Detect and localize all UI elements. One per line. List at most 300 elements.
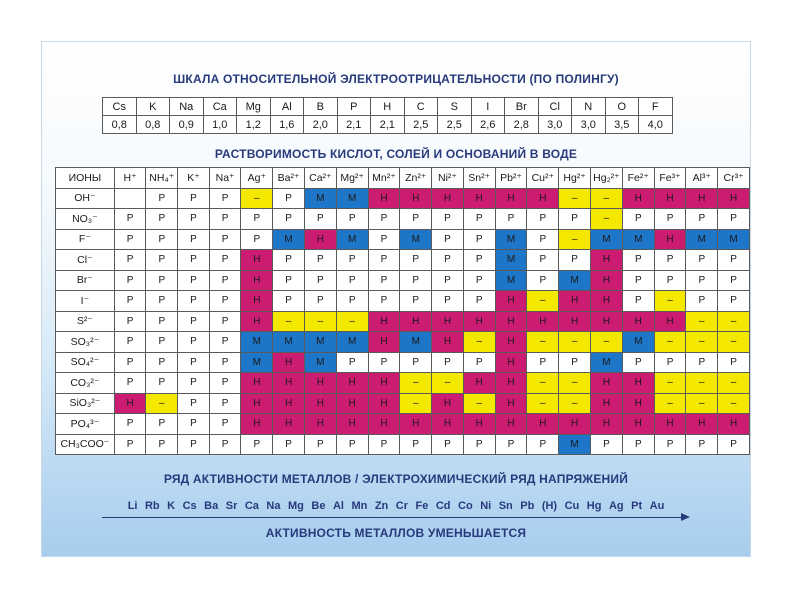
solubility-cell: P (304, 209, 336, 230)
metal-symbol: Be (311, 500, 326, 512)
solubility-cell: H (400, 188, 432, 209)
en-element: I (471, 98, 505, 116)
solubility-cell: P (463, 352, 495, 373)
electronegativity-title: ШКАЛА ОТНОСИТЕЛЬНОЙ ЭЛЕКТРООТРИЦАТЕЛЬНОСТИ (ПО ПОЛИНГУ) (173, 72, 619, 86)
solubility-cell: P (368, 434, 400, 455)
solubility-cell: H (304, 414, 336, 435)
solubility-cell: P (146, 270, 178, 291)
cation-header: Cr³⁺ (718, 168, 750, 189)
solubility-cell: P (114, 332, 146, 353)
solubility-cell: H (591, 373, 623, 394)
ion-row (56, 209, 750, 230)
en-value: 2,5 (404, 116, 438, 134)
solubility-cell: P (114, 250, 146, 271)
solubility-cell: P (146, 414, 178, 435)
solubility-cell: P (273, 270, 305, 291)
anion-label: CO₃²⁻ (56, 373, 115, 394)
solubility-cell: P (463, 229, 495, 250)
anion-label: OH⁻ (56, 188, 115, 209)
solubility-cell: P (178, 188, 210, 209)
anion-label: SO₃²⁻ (56, 332, 115, 353)
solubility-cell: H (368, 373, 400, 394)
solubility-cell: H (241, 270, 273, 291)
solubility-cell: P (114, 291, 146, 312)
solubility-cell: H (241, 373, 273, 394)
solubility-cell: H (591, 270, 623, 291)
en-value: 0,9 (170, 116, 204, 134)
ion-row (56, 373, 750, 394)
solubility-cell: – (686, 393, 718, 414)
anion-label: PO₄³⁻ (56, 414, 115, 435)
solubility-cell: – (304, 311, 336, 332)
solubility-cell: M (718, 229, 750, 250)
solubility-cell: P (686, 291, 718, 312)
solubility-cell: P (495, 434, 527, 455)
solubility-cell: H (400, 311, 432, 332)
cation-header: Ag⁺ (241, 168, 273, 189)
solubility-cell: H (463, 188, 495, 209)
solubility-cell (114, 188, 146, 209)
cation-header: Mg²⁺ (336, 168, 368, 189)
anion-label: I⁻ (56, 291, 115, 312)
en-element: B (304, 98, 338, 116)
solubility-cell: P (209, 291, 241, 312)
solubility-cell: P (146, 434, 178, 455)
en-element: Al (270, 98, 304, 116)
solubility-cell: P (718, 270, 750, 291)
solubility-cell: P (114, 373, 146, 394)
en-element: H (371, 98, 405, 116)
solubility-cell: P (432, 270, 464, 291)
solubility-cell: H (559, 414, 591, 435)
solubility-cell: – (527, 373, 559, 394)
solubility-cell: P (495, 209, 527, 230)
solubility-cell: P (114, 209, 146, 230)
metal-symbol: Zn (374, 500, 389, 512)
solubility-cell: H (368, 332, 400, 353)
solubility-cell: M (591, 352, 623, 373)
solubility-cell: P (304, 434, 336, 455)
solubility-cell: H (527, 414, 559, 435)
solubility-cell: P (368, 291, 400, 312)
solubility-cell: H (559, 311, 591, 332)
solubility-cell: P (209, 188, 241, 209)
solubility-cell: H (273, 373, 305, 394)
metal-symbol: Ni (480, 500, 492, 512)
cation-header: Ca²⁺ (304, 168, 336, 189)
solubility-cell: P (368, 229, 400, 250)
solubility-cell: H (654, 229, 686, 250)
solubility-cell: – (432, 373, 464, 394)
cation-header: K⁺ (178, 168, 210, 189)
cation-header-row (56, 168, 750, 189)
solubility-cell: P (622, 250, 654, 271)
ion-row (56, 332, 750, 353)
solubility-cell: H (495, 352, 527, 373)
solubility-cell: H (495, 393, 527, 414)
solubility-cell: P (622, 291, 654, 312)
solubility-cell: M (400, 332, 432, 353)
ion-row (56, 393, 750, 414)
solubility-cell: H (686, 188, 718, 209)
solubility-cell: M (304, 352, 336, 373)
solubility-cell: P (146, 311, 178, 332)
solubility-cell: P (178, 373, 210, 394)
solubility-cell: – (527, 332, 559, 353)
solubility-cell: M (559, 434, 591, 455)
solubility-cell: P (432, 291, 464, 312)
solubility-cell: P (146, 352, 178, 373)
solubility-cell: P (209, 393, 241, 414)
activity-series (42, 500, 750, 512)
ion-row (56, 352, 750, 373)
solubility-cell: M (622, 229, 654, 250)
solubility-cell: H (654, 414, 686, 435)
metal-symbol: K (167, 500, 176, 512)
metal-symbol: Fe (415, 500, 429, 512)
solubility-cell: H (495, 311, 527, 332)
solubility-cell: P (686, 250, 718, 271)
solubility-cell: H (368, 188, 400, 209)
solubility-cell: M (686, 229, 718, 250)
solubility-cell: – (686, 311, 718, 332)
metal-symbol: Cd (435, 500, 451, 512)
en-element: Na (170, 98, 204, 116)
solubility-cell: P (432, 250, 464, 271)
solubility-cell: P (432, 434, 464, 455)
en-element: Ca (203, 98, 237, 116)
solubility-cell: H (336, 393, 368, 414)
solubility-cell: P (336, 291, 368, 312)
solubility-cell: P (304, 291, 336, 312)
solubility-cell: P (559, 250, 591, 271)
solubility-cell: H (241, 250, 273, 271)
solubility-title: РАСТВОРИМОСТЬ КИСЛОТ, СОЛЕЙ И ОСНОВАНИЙ В ВОДЕ (214, 147, 578, 161)
ion-row (56, 291, 750, 312)
solubility-cell: – (336, 311, 368, 332)
solubility-cell: P (622, 434, 654, 455)
solubility-cell: M (495, 229, 527, 250)
en-element: Cl (538, 98, 572, 116)
cation-header: Pb²⁺ (495, 168, 527, 189)
en-value: 2,8 (505, 116, 539, 134)
solubility-cell: P (463, 270, 495, 291)
solubility-cell: P (686, 209, 718, 230)
solubility-cell: H (336, 373, 368, 394)
en-element: P (337, 98, 371, 116)
solubility-cell: – (591, 209, 623, 230)
ion-row (56, 270, 750, 291)
ion-row (56, 188, 750, 209)
cation-header: Fe³⁺ (654, 168, 686, 189)
solubility-cell: H (432, 332, 464, 353)
solubility-cell: H (432, 414, 464, 435)
solubility-cell: P (368, 250, 400, 271)
solubility-cell: H (463, 311, 495, 332)
solubility-cell: – (463, 393, 495, 414)
anion-label: NO₃⁻ (56, 209, 115, 230)
solubility-cell: P (114, 229, 146, 250)
solubility-cell: P (209, 209, 241, 230)
solubility-cell: H (622, 393, 654, 414)
cation-header: Cu²⁺ (527, 168, 559, 189)
solubility-cell: P (718, 250, 750, 271)
solubility-cell: – (463, 332, 495, 353)
metal-symbol: Hg (586, 500, 602, 512)
solubility-cell: H (463, 373, 495, 394)
solubility-cell: P (686, 434, 718, 455)
metal-symbol: Mn (351, 500, 368, 512)
solubility-cell: – (559, 332, 591, 353)
solubility-cell: – (718, 373, 750, 394)
en-element: S (438, 98, 472, 116)
solubility-cell: H (400, 414, 432, 435)
solubility-cell: P (654, 434, 686, 455)
solubility-cell: H (241, 291, 273, 312)
metal-symbol: Mg (287, 500, 304, 512)
solubility-cell: P (209, 311, 241, 332)
solubility-cell: – (559, 373, 591, 394)
en-value: 2,1 (337, 116, 371, 134)
solubility-cell: H (622, 188, 654, 209)
cation-header: Hg₂²⁺ (591, 168, 623, 189)
solubility-cell: H (495, 188, 527, 209)
solubility-cell: H (495, 414, 527, 435)
solubility-cell: H (241, 311, 273, 332)
en-element: Mg (237, 98, 271, 116)
solubility-cell: P (178, 209, 210, 230)
solubility-cell: P (463, 291, 495, 312)
solubility-cell: P (241, 229, 273, 250)
solubility-cell: P (178, 414, 210, 435)
solubility-cell: H (368, 311, 400, 332)
solubility-cell: P (178, 393, 210, 414)
solubility-cell: H (654, 311, 686, 332)
cation-header: Na⁺ (209, 168, 241, 189)
solubility-cell: P (432, 229, 464, 250)
solubility-cell: M (304, 188, 336, 209)
solubility-cell: P (273, 250, 305, 271)
en-value: 2,0 (304, 116, 338, 134)
metal-symbol: Ag (608, 500, 624, 512)
solubility-cell: – (718, 311, 750, 332)
en-element: F (639, 98, 673, 116)
solubility-cell: – (654, 393, 686, 414)
solubility-cell: M (591, 229, 623, 250)
solubility-cell: P (146, 250, 178, 271)
solubility-cell: H (495, 291, 527, 312)
solubility-cell: M (273, 229, 305, 250)
solubility-cell: H (686, 414, 718, 435)
metal-symbol: Co (458, 500, 473, 512)
solubility-cell: P (718, 209, 750, 230)
solubility-cell: – (591, 188, 623, 209)
solubility-cell: P (654, 270, 686, 291)
solubility-cell: P (336, 270, 368, 291)
en-element: C (404, 98, 438, 116)
solubility-cell: P (368, 270, 400, 291)
en-value: 4,0 (639, 116, 673, 134)
solubility-cell: P (686, 352, 718, 373)
metal-symbol: Ca (244, 500, 259, 512)
solubility-cell: M (304, 332, 336, 353)
solubility-cell: M (241, 352, 273, 373)
solubility-cell: P (400, 291, 432, 312)
solubility-cell: M (336, 188, 368, 209)
solubility-cell: P (718, 352, 750, 373)
solubility-cell: P (463, 250, 495, 271)
solubility-cell: P (304, 270, 336, 291)
ion-row (56, 229, 750, 250)
anion-label: SO₄²⁻ (56, 352, 115, 373)
solubility-cell: H (241, 393, 273, 414)
solubility-cell: H (591, 414, 623, 435)
solubility-cell: P (114, 434, 146, 455)
solubility-cell: – (654, 373, 686, 394)
en-element: Cs (103, 98, 137, 116)
anion-label: Br⁻ (56, 270, 115, 291)
solubility-cell: P (400, 209, 432, 230)
metal-symbol: Rb (144, 500, 160, 512)
en-value: 0,8 (103, 116, 137, 134)
solubility-cell: – (527, 393, 559, 414)
solubility-cell: P (654, 352, 686, 373)
solubility-cell: P (209, 373, 241, 394)
solubility-cell: P (400, 434, 432, 455)
solubility-cell: P (654, 209, 686, 230)
solubility-cell: H (368, 414, 400, 435)
en-value: 2,1 (371, 116, 405, 134)
solubility-cell: P (336, 250, 368, 271)
metal-symbol: Ba (204, 500, 219, 512)
solubility-cell: P (273, 434, 305, 455)
solubility-cell: P (209, 434, 241, 455)
solubility-cell: P (209, 414, 241, 435)
cation-header: Mn²⁺ (368, 168, 400, 189)
solubility-cell: H (622, 311, 654, 332)
metal-symbol: Al (332, 500, 344, 512)
anion-label: SiO₃²⁻ (56, 393, 115, 414)
solubility-cell: H (495, 373, 527, 394)
electronegativity-table (102, 97, 673, 134)
solubility-cell: – (654, 332, 686, 353)
ion-row (56, 250, 750, 271)
solubility-cell: H (718, 188, 750, 209)
solubility-cell: P (178, 250, 210, 271)
solubility-cell: P (273, 188, 305, 209)
metal-symbol: Pt (631, 500, 643, 512)
solubility-cell: – (559, 229, 591, 250)
en-element: K (136, 98, 170, 116)
anion-label: F⁻ (56, 229, 115, 250)
solubility-cell: H (273, 393, 305, 414)
solubility-table (55, 167, 750, 455)
solubility-cell: P (718, 434, 750, 455)
solubility-cell: P (178, 270, 210, 291)
solubility-cell: H (304, 229, 336, 250)
solubility-cell: M (336, 332, 368, 353)
solubility-cell: P (146, 373, 178, 394)
solubility-cell: – (559, 393, 591, 414)
cation-header: NH₄⁺ (146, 168, 178, 189)
en-value: 3,0 (572, 116, 606, 134)
metal-symbol: Sn (498, 500, 513, 512)
solubility-cell: – (718, 393, 750, 414)
solubility-cell: P (273, 209, 305, 230)
solubility-cell: H (273, 414, 305, 435)
solubility-cell: P (686, 270, 718, 291)
electronegativity-values-row (103, 116, 673, 134)
solubility-cell: P (178, 352, 210, 373)
cation-header: Fe²⁺ (622, 168, 654, 189)
en-value: 1,2 (237, 116, 271, 134)
solubility-cell: P (591, 434, 623, 455)
solubility-cell: – (686, 332, 718, 353)
solubility-cell: P (527, 229, 559, 250)
cation-header: Hg²⁺ (559, 168, 591, 189)
cation-header: Al³⁺ (686, 168, 718, 189)
solubility-cell: H (718, 414, 750, 435)
solubility-cell: – (241, 188, 273, 209)
solubility-cell: P (400, 250, 432, 271)
solubility-cell: P (209, 352, 241, 373)
solubility-cell: H (495, 332, 527, 353)
anion-label: S²⁻ (56, 311, 115, 332)
solubility-cell: P (654, 250, 686, 271)
solubility-cell: H (114, 393, 146, 414)
solubility-cell: P (273, 291, 305, 312)
metal-symbol: Pb (520, 500, 535, 512)
decrease-arrow (102, 517, 682, 518)
solubility-cell: – (686, 373, 718, 394)
solubility-cell: H (622, 373, 654, 394)
solubility-cell: H (273, 352, 305, 373)
metal-symbol: Cu (564, 500, 580, 512)
solubility-cell: P (178, 332, 210, 353)
en-element: O (605, 98, 639, 116)
solubility-cell: P (718, 291, 750, 312)
solubility-cell: P (146, 209, 178, 230)
solubility-cell: M (622, 332, 654, 353)
solubility-cell: P (178, 229, 210, 250)
solubility-cell: P (336, 209, 368, 230)
anion-label: CH₃COO⁻ (56, 434, 115, 455)
solubility-cell: P (527, 434, 559, 455)
solubility-cell: P (400, 270, 432, 291)
solubility-cell: H (591, 291, 623, 312)
solubility-cell: H (527, 188, 559, 209)
metal-symbol: Au (649, 500, 665, 512)
solubility-cell: P (527, 250, 559, 271)
solubility-cell: M (495, 250, 527, 271)
solubility-cell: P (527, 352, 559, 373)
activity-title: РЯД АКТИВНОСТИ МЕТАЛЛОВ / ЭЛЕКТРОХИМИЧЕСКИЙ РЯД НАПРЯЖЕНИЙ (163, 472, 629, 486)
solubility-cell: P (178, 291, 210, 312)
anion-label: Cl⁻ (56, 250, 115, 271)
solubility-cell: H (432, 311, 464, 332)
solubility-cell: P (209, 229, 241, 250)
solubility-cell: – (527, 291, 559, 312)
solubility-cell: P (432, 352, 464, 373)
solubility-cell: P (146, 229, 178, 250)
solubility-cell: P (114, 311, 146, 332)
solubility-cell: P (622, 352, 654, 373)
solubility-cell: H (304, 373, 336, 394)
cation-header: H⁺ (114, 168, 146, 189)
solubility-cell: M (273, 332, 305, 353)
cation-header: Ba²⁺ (273, 168, 305, 189)
en-value: 0,8 (136, 116, 170, 134)
